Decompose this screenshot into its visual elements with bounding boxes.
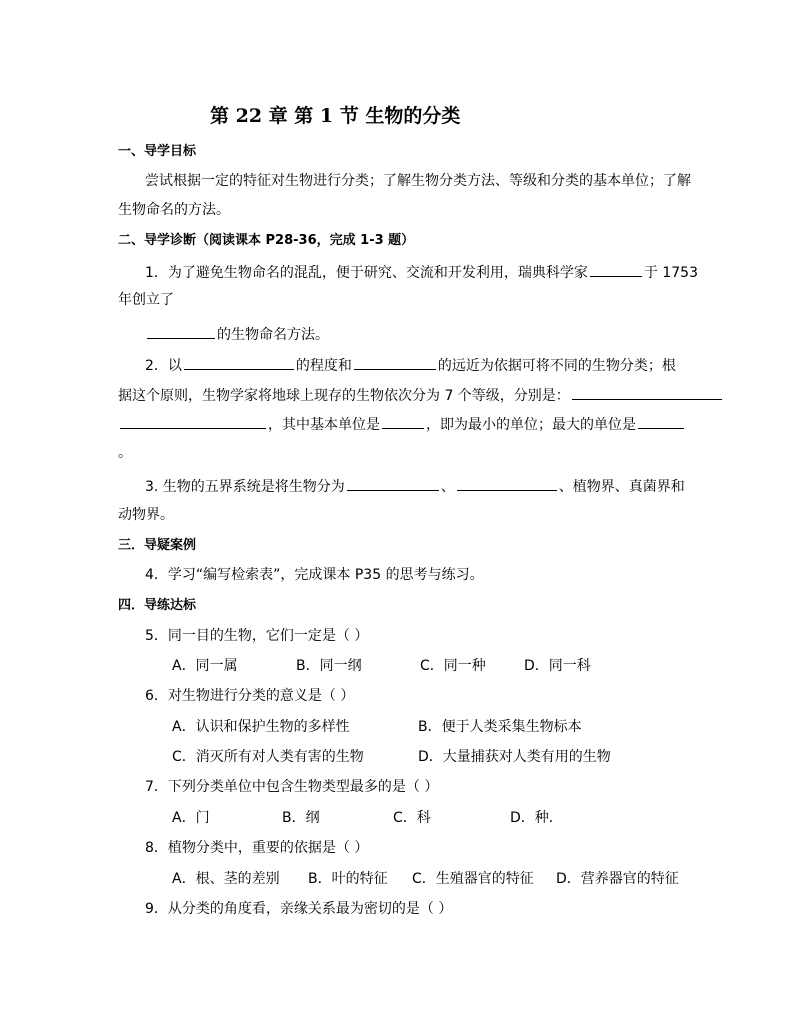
q7-option-d[interactable]: D．种． <box>510 810 563 826</box>
q2-blank-levels-b[interactable] <box>120 414 266 429</box>
q8-option-b[interactable]: B．叶的特征 <box>308 871 388 887</box>
question-6-stem: 6．对生物进行分类的意义是（ ） <box>145 688 355 704</box>
q3-blank-kingdom-2[interactable] <box>457 476 557 491</box>
question-4: 4．学习“编写检索表”，完成课本 P35 的思考与练习。 <box>145 567 484 583</box>
section-heading-diagnosis: 二、导学诊断（阅读课本 P28-36，完成 1-3 题） <box>118 233 415 248</box>
question-5-stem: 5．同一目的生物，它们一定是（ ） <box>145 628 369 644</box>
q5-option-b[interactable]: B．同一纲 <box>296 658 362 674</box>
section-heading-practice: 四．导练达标 <box>118 598 197 613</box>
q6-option-a[interactable]: A．认识和保护生物的多样性 <box>172 719 350 735</box>
q6-option-d[interactable]: D．大量捕获对人类有用的生物 <box>418 749 611 765</box>
q2-blank-relation[interactable] <box>354 355 436 370</box>
q1-text-1: 1．为了避免生物命名的混乱，便于研究、交流和开发利用，瑞典科学家 <box>145 265 588 281</box>
q6-option-b[interactable]: B．便于人类采集生物标本 <box>418 719 582 735</box>
q7-option-a[interactable]: A．门 <box>172 810 210 826</box>
q3-text-3: 、植物界、真菌界和 <box>558 479 685 495</box>
q1-text-4: 的生物命名方法。 <box>217 327 329 343</box>
q3-blank-kingdom-1[interactable] <box>347 476 439 491</box>
section-heading-objectives: 一、导学目标 <box>118 144 197 159</box>
question-7-stem: 7．下列分类单位中包含生物类型最多的是（ ） <box>145 779 439 795</box>
q1-blank-method[interactable] <box>147 324 215 339</box>
question-1-line-1 <box>145 262 698 282</box>
question-2-line-2 <box>118 385 724 405</box>
objectives-text-line-2: 生物命名的方法。 <box>118 202 230 218</box>
objectives-text-line-1: 尝试根据一定的特征对生物进行分类；了解生物分类方法、等级和分类的基本单位；了解 <box>145 173 691 189</box>
question-3-line-2: 动物界。 <box>118 507 174 523</box>
q1-blank-scientist[interactable] <box>590 262 642 277</box>
q7-option-c[interactable]: C．科 <box>393 810 431 826</box>
q2-blank-levels-a[interactable] <box>572 385 722 400</box>
question-2-line-1 <box>145 355 676 375</box>
q5-option-a[interactable]: A．同一属 <box>172 658 238 674</box>
q2-blank-similarity[interactable] <box>184 355 294 370</box>
q5-option-d[interactable]: D．同一科 <box>524 658 591 674</box>
question-1-line-3 <box>145 324 329 344</box>
q2-text-1: 2．以 <box>145 358 182 374</box>
question-8-stem: 8．植物分类中，重要的依据是（ ） <box>145 840 369 856</box>
q1-text-2: 于 1753 <box>643 265 698 281</box>
q2-blank-largest-unit[interactable] <box>638 414 684 429</box>
q2-text-6: ，即为最小的单位；最大的单位是 <box>426 417 636 433</box>
section-heading-case: 三．导疑案例 <box>118 538 197 553</box>
q2-text-2: 的程度和 <box>295 358 352 374</box>
q3-text-2: 、 <box>440 479 455 495</box>
q8-option-a[interactable]: A．根、茎的差别 <box>172 871 280 887</box>
q3-text-1: 3. 生物的五界系统是将生物分为 <box>145 479 345 495</box>
question-2-line-4: 。 <box>118 445 132 461</box>
q2-blank-basic-unit[interactable] <box>382 414 424 429</box>
question-3-line-1 <box>145 476 685 496</box>
q5-option-c[interactable]: C．同一种 <box>420 658 486 674</box>
q2-text-3: 的远近为依据可将不同的生物分类；根 <box>437 358 676 374</box>
q6-option-c[interactable]: C．消灭所有对人类有害的生物 <box>172 749 364 765</box>
q2-text-5: ，其中基本单位是 <box>268 417 380 433</box>
q8-option-d[interactable]: D．营养器官的特征 <box>556 871 679 887</box>
question-9-stem: 9．从分类的角度看，亲缘关系最为密切的是（ ） <box>145 901 453 917</box>
question-2-line-3 <box>118 414 686 434</box>
q8-option-c[interactable]: C．生殖器官的特征 <box>412 871 534 887</box>
question-1-line-2: 年创立了 <box>118 292 174 308</box>
q7-option-b[interactable]: B．纲 <box>282 810 320 826</box>
page-title: 第 22 章 第 1 节 生物的分类 <box>210 105 461 127</box>
q2-text-4: 据这个原则，生物学家将地球上现存的生物依次分为 7 个等级，分别是： <box>118 388 570 404</box>
